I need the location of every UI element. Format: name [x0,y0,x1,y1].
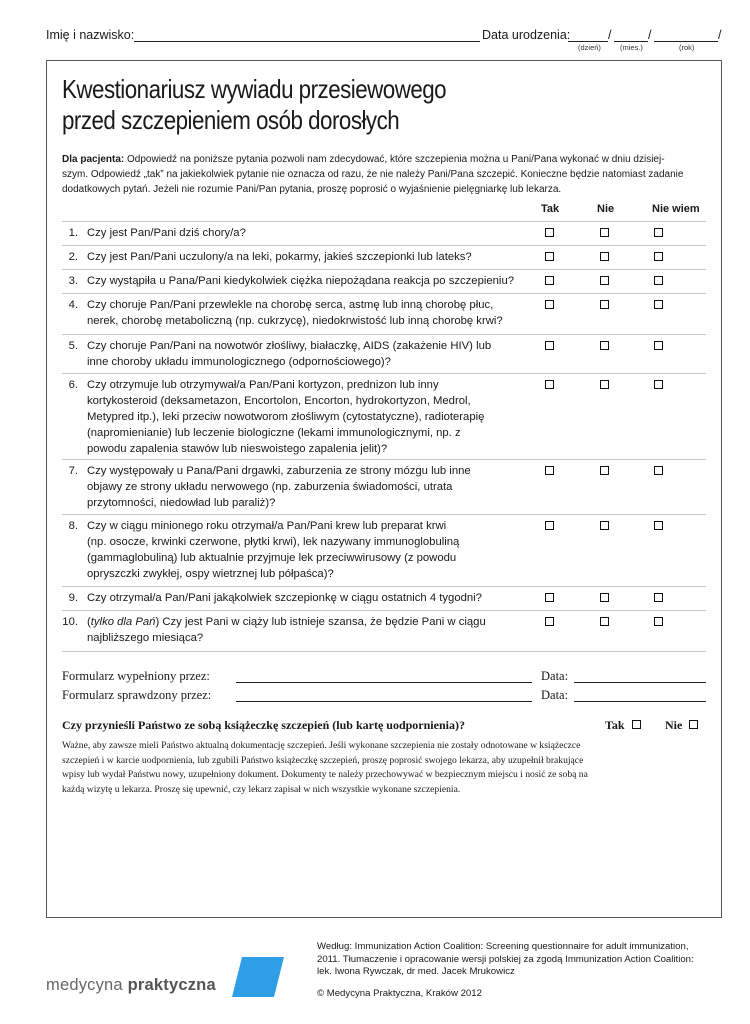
logo-mark-icon [232,957,284,997]
question-line: najbliższego miesiąca? [87,632,204,644]
question-text [87,614,537,646]
checked-date-label: Data: [541,688,569,702]
question-number: 5. [68,340,78,352]
question-line: (gammaglobuliną) lub aktualnie przyjmuje lek przeciwwirusowy (z powodu [87,552,457,564]
source-line-2: 2011. Tłumaczenie i opracowanie wersji polskiej za zgodą Immunization Action Coalition: [317,953,694,965]
book-no-checkbox[interactable] [689,720,698,729]
question-number: 9. [68,592,78,604]
row-divider [62,334,706,335]
checkbox-dont-know[interactable] [654,380,663,389]
checkbox-dont-know[interactable] [654,521,663,530]
day-hint: (dzień) [578,43,601,52]
checkbox-no[interactable] [600,380,609,389]
filled-by-field[interactable] [236,682,532,683]
checkbox-yes[interactable] [545,300,554,309]
checked-by-label: Formularz sprawdzony przez: [62,688,212,702]
checkbox-dont-know[interactable] [654,228,663,237]
checkbox-yes[interactable] [545,593,554,602]
checkbox-no[interactable] [600,276,609,285]
question-line: inne choroby układu immunologicznego (odpornościowego)? [87,356,391,368]
filled-by-label: Formularz wypełniony przez: [62,669,210,683]
question-line [87,614,537,630]
row-divider [62,373,706,374]
question-line: nerek, chorobę metaboliczną (np. cukrzycę), niedokrwistość lub inną chorobę krwi? [87,315,503,327]
question-text [87,463,537,511]
paren: ( [87,616,91,628]
source-note [317,941,737,979]
question-line: przytomności, niedowład lub paraliż)? [87,497,276,509]
question-line: Czy jest Pan/Pani dziś chory/a? [87,227,246,239]
question-line: (np. osocze, krwinki czerwone, płytki krwi), lek nazywany immunoglobuliną [87,536,460,548]
question-text [87,297,537,329]
book-yes-label: Tak [605,718,625,732]
question-text [87,377,537,457]
dob-day-field[interactable] [568,41,608,42]
filled-date-label: Data: [541,669,569,683]
checked-by-field[interactable] [236,701,532,702]
question-line: Czy choruje Pan/Pani przewlekle na chorobę serca, astmę lub inną chorobę płuc, [87,299,494,311]
name-label: Imię i nazwisko: [46,28,135,42]
question-line: Czy otrzymał/a Pan/Pani jakąkolwiek szczepionkę w ciągu ostatnich 4 tygodni? [87,592,482,604]
question-line-text: ) Czy jest Pani w ciąży lub istnieje szansa, że będzie Pani w ciągu [155,616,486,628]
row-divider [62,459,706,460]
question-number: 2. [68,251,78,263]
question-text [87,338,537,370]
source-line-3: lek. Iwona Rywczak, dr med. Jacek Mrukowicz [317,966,515,977]
question-line: Czy w ciągu minionego roku otrzymał/a Pan/Pani krew lub preparat krwi [87,520,447,532]
checkbox-dont-know[interactable] [654,617,663,626]
page-title [62,74,446,136]
book-yes-checkbox[interactable] [632,720,641,729]
question-line: Metypred itp.), leki przeciw nowotworom złośliwym (cytostatyczne), radioterapię [87,411,485,423]
dob-slash-2: / [648,28,652,42]
title-line-1: Kwestionariusz wywiadu przesiewowego [62,74,447,104]
checkbox-yes[interactable] [545,521,554,530]
row-divider [62,293,706,294]
row-divider [62,651,706,652]
checked-date-field[interactable] [574,701,706,702]
question-line: Czy choruje Pan/Pani na nowotwór złośliwy, białaczkę, AIDS (zakażenie HIV) lub [87,340,492,352]
name-field[interactable] [134,41,480,42]
question-line: Czy jest Pan/Pani uczulony/a na leki, pokarmy, jakieś szczepionki lub lateks? [87,251,472,263]
copyright: © Medycyna Praktyczna, Kraków 2012 [317,988,482,999]
row-divider [62,269,706,270]
dob-label: Data urodzenia: [482,28,571,42]
question-text [87,225,537,241]
question-text [87,518,537,582]
row-divider [62,586,706,587]
checkbox-no[interactable] [600,341,609,350]
checkbox-no[interactable] [600,300,609,309]
checkbox-no[interactable] [600,466,609,475]
checkbox-yes[interactable] [545,341,554,350]
dob-year-field[interactable] [654,41,718,42]
dob-slash-3: / [718,28,722,42]
checkbox-no[interactable] [600,252,609,261]
question-line: opryszczki zwykłej, ospy wietrznej lub półpaśca)? [87,568,334,580]
question-line: objawy ze strony układu nerwowego (np. zaburzenia świadomości, utrata [87,481,453,493]
month-hint: (mies.) [620,43,643,52]
question-line: Czy występowały u Pana/Pani drgawki, zaburzenia ze strony mózgu lub inne [87,465,471,477]
checkbox-dont-know[interactable] [654,300,663,309]
row-divider [62,245,706,246]
intro-text [62,152,712,197]
question-number: 8. [68,520,78,532]
question-text [87,249,537,265]
question-number: 4. [68,299,78,311]
col-header-dont-know: Nie wiem [652,203,700,215]
question-line: Czy otrzymuje lub otrzymywał/a Pan/Pani kortyzon, prednizon lub inny [87,379,439,391]
question-number: 6. [68,379,78,391]
title-line-2: przed szczepieniem osób dorosłych [62,105,400,135]
intro-line-1: Odpowiedź na poniższe pytania pozwoli nam zdecydować, które szczepienia można u Pani/Pana wykonać w dniu dzisiej- [124,154,665,165]
note-line-2: szczepień i w karcie uodpornienia, lub zgubili Państwo książeczkę szczepień, proszę poprosić swojego lekarza, aby uzupełnił brakujące [62,754,584,766]
checkbox-dont-know[interactable] [654,466,663,475]
checkbox-yes[interactable] [545,380,554,389]
checkbox-yes[interactable] [545,276,554,285]
checkbox-dont-know[interactable] [654,341,663,350]
book-no-label: Nie [665,718,683,732]
note-line-1: Ważne, aby zawsze mieli Państwo aktualną dokumentację szczepień. Jeśli wykonane szczepienia nie zostały odnotowane w książeczce [62,740,581,751]
question-line: kortykosteroid (deksametazon, Encortolon, Encorton, hydrokortyzon, Medrol, [87,395,471,407]
intro-line-3: dodatkowych pytań. Jeżeli nie rozumie Pani/Pan pytania, proszę poprosić o wyjaśnienie pielęgniarkę lub lekarza. [62,184,562,195]
checkbox-yes[interactable] [545,617,554,626]
question-qualifier: tylko dla Pań [90,616,156,628]
intro-line-2: szym. Odpowiedź „tak” na jakiekolwiek pytanie nie oznacza od razu, że nie należy Pani/Pana szczepić. Konieczne będzie natomiast zadanie [62,169,684,180]
logo-word-1: medycyna [46,976,123,994]
row-divider [62,610,706,611]
year-hint: (rok) [679,43,695,52]
question-number: 3. [68,275,78,287]
vaccination-book-question: Czy przynieśli Państwo ze sobą książeczkę szczepień (lub kartę uodpornienia)? [62,718,465,732]
checkbox-no[interactable] [600,521,609,530]
dob-month-field[interactable] [614,41,648,42]
col-header-yes: Tak [541,203,560,215]
question-line: powodu zapalenia stawów lub nieswoistego zapalenia jelit)? [87,443,388,455]
checkbox-dont-know[interactable] [654,276,663,285]
question-text [87,273,537,289]
checkbox-dont-know[interactable] [654,252,663,261]
source-line-1: Według: Immunization Action Coalition: Screening questionnaire for adult immunization, [317,941,689,952]
col-header-no: Nie [597,203,615,215]
note-line-4: każdą wizytę u lekarza. Proszę się upewnić, czy lekarz zapisał w nich wszystkie wykonane szczepienia. [62,783,461,795]
checkbox-no[interactable] [600,228,609,237]
question-number: 1. [68,227,78,239]
filled-date-field[interactable] [574,682,706,683]
dob-slash-1: / [608,28,612,42]
question-line: (napromienianie) lub leczenie biologiczne (lekami immunologicznymi, np. z [87,427,461,439]
checkbox-yes[interactable] [545,466,554,475]
note-line-3: wpisy lub wydał Państwu nowy, uzupełniony dokument. Dokumenty te należy przechowywać w bezpiecznym miejscu i nosić ze sobą na [62,769,588,781]
checkbox-dont-know[interactable] [654,593,663,602]
important-note [62,739,708,797]
checkbox-yes[interactable] [545,252,554,261]
checkbox-yes[interactable] [545,228,554,237]
checkbox-no[interactable] [600,593,609,602]
question-number: 10. [62,616,78,628]
question-number: 7. [68,465,78,477]
question-line: Czy wystąpiła u Pana/Pani kiedykolwiek ciężka niepożądana reakcja po szczepieniu? [87,275,515,287]
intro-lead: Dla pacjenta: [62,154,125,165]
row-divider [62,514,706,515]
logo [46,976,216,995]
checkbox-no[interactable] [600,617,609,626]
row-divider [62,221,706,222]
question-text [87,590,537,606]
logo-word-2: praktyczna [127,976,216,994]
